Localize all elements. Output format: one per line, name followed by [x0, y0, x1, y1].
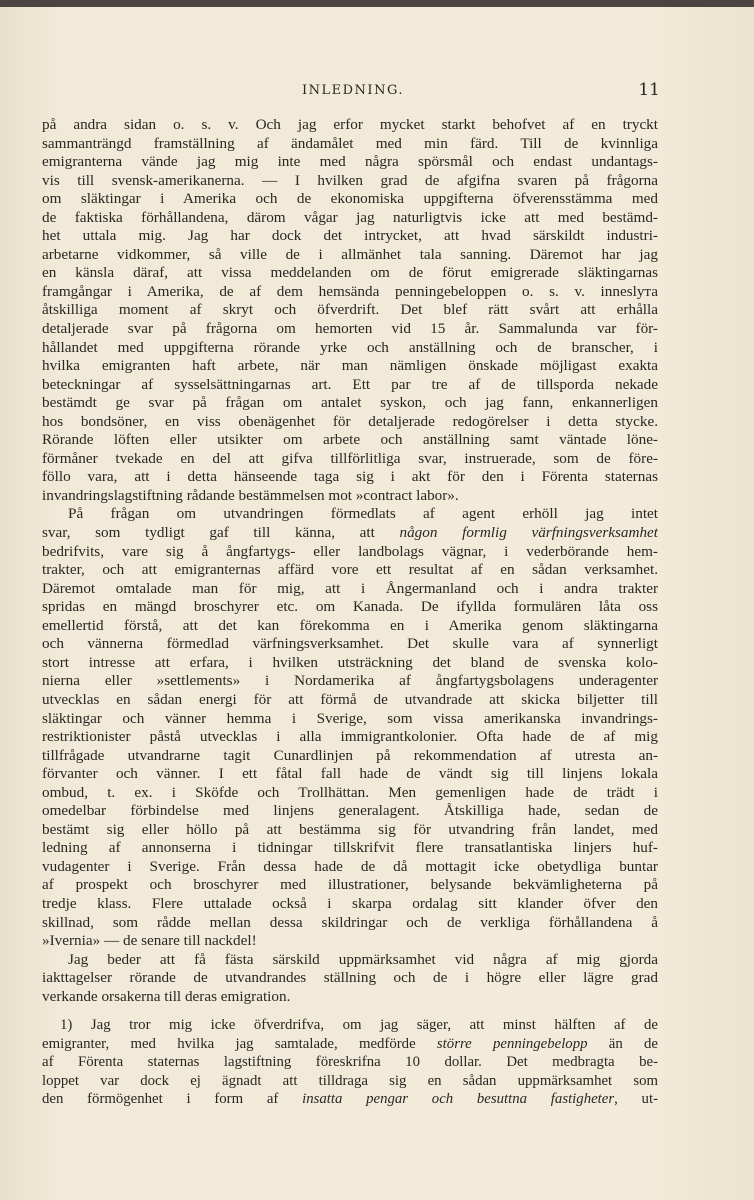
- text-line: åtskilliga moment af skryt och öfverdrift. Det blef rätt svårt att erhålla: [42, 301, 658, 319]
- text-line: ledning af annonserna i tidningar tillskrifvit flere transatlantiska linjers huf-: [42, 839, 658, 857]
- text-line: släktingar och vänner hemma i Sverige, som vissa amerikanska invandrings-: [42, 709, 658, 727]
- running-head: INLEDNING.: [302, 83, 404, 98]
- text-line: beteckningar af sysselsättningarnas art. Ett par tre af de tillsporda nekade: [42, 375, 658, 393]
- text-line: emellertid förstå, att det kan förekomma en i Amerika genom släktingarna: [42, 616, 658, 634]
- text-line: Jag beder att få fästa särskild uppmärksamhet vid några af mig gjorda: [68, 950, 658, 968]
- text-line: hållandet med uppgifterna rörande yrke och anställning och de branscher, i: [42, 338, 658, 356]
- footnote-line-italic: emigranter, med hvilka jag samtalade, medförde större penningebelopp än de: [42, 1035, 658, 1052]
- text-line: skillnad, som rådde mellan dessa skildringar och de verkliga förhållandena å: [42, 913, 658, 931]
- text-line: vudagenter i Sverige. Från dessa hade de då mottagit icke obetydliga buntar: [42, 857, 658, 875]
- text-line: Däremot omtalade man för mig, att i Ångermanland och i andra trakter: [42, 579, 658, 597]
- text-line: omedelbar förbindelse med linjens generalagent. Åtskilliga hade, sedan de: [42, 802, 658, 820]
- italic-phrase: insatta pengar och besuttna fastigheter: [302, 1091, 615, 1108]
- page-number: 11: [638, 80, 660, 100]
- text-line: tredje klass. Flere uttalade också i skarpa ordalag sitt klander öfver den: [42, 894, 658, 912]
- text-line: bedrifvits, vare sig å ångfartygs- eller landbolags vägnar, i vederbörande hem-: [42, 542, 658, 560]
- italic-phrase: större penningebelopp: [436, 1035, 588, 1052]
- text-line: utvecklas en sådan energi för att förmå de utvandrade att skicka biljetter till: [42, 690, 658, 708]
- footnote-line: loppet var dock ej ägnadt att tilldraga sig en sådan uppmärksamhet som: [42, 1072, 658, 1089]
- text-line: och vännerna förmedlad värfningsverksamhet. Det skulle vara af synnerligt: [42, 635, 658, 653]
- text-line: restriktionister påstå utvecklas i alla immigrantkolonier. Ofta hade de af mig: [42, 728, 658, 746]
- text-line: sammanträngd framställning af ändamålet med min färd. Till de kvinnliga: [42, 134, 658, 152]
- text-line: förmåner tvekade en del att gifva tillförlitliga svar, instruerade, som de före-: [42, 449, 658, 467]
- text-line: het uttala mig. Jag har dock det intrycket, att hvad särskildt industri-: [42, 227, 658, 245]
- footnote-line: 1) Jag tror mig icke öfverdrifva, om jag säger, att minst hälften af de: [60, 1017, 658, 1034]
- text-line: emigranterna vände jag mig inte med några spörsmål och endast undantags-: [42, 153, 658, 171]
- footnote-separator: [42, 1006, 658, 1016]
- text-line: iakttagelser rörande de utvandrandes ställning och de i högre eller lägre grad: [42, 969, 658, 987]
- text-line: nierna eller »settlements» i Nordamerika af ångfartygsbolagens underagenter: [42, 672, 658, 690]
- text-line: förvanter och vänner. I ett fåtal fall hade de vändt sig till linjens lokala: [42, 765, 658, 783]
- text-line: stort intresse att erfara, i hvilken utsträckning det bland de svenska kolo-: [42, 653, 658, 671]
- text-line: bestämt sig eller höllo på att bestämma sig för utvandring från landet, med: [42, 820, 658, 838]
- body-text: [42, 116, 658, 1109]
- text-line: bestämdt ge svar på frågan om antalet syskon, och jag fann, enkannerligen: [42, 394, 658, 412]
- scan-edge: [0, 0, 754, 7]
- text-line: ombud, t. ex. i Sköfde och Trollhättan. Men gemenligen hade de trädt i: [42, 783, 658, 801]
- text-line: På frågan om utvandringen förmedlats af agent erhöll jag intet: [68, 505, 658, 523]
- text-line: vis till svensk-amerikanerna. — I hvilken grad de afgifna svaren på frågorna: [42, 171, 658, 189]
- text-line-italic: svar, som tydligt gaf till känna, att någon formlig värfningsverksamhet: [42, 524, 658, 542]
- text-line: spridas en mängd broschyrer etc. om Kanada. De ifyllda formulären låta oss: [42, 598, 658, 616]
- text-line: de faktiska förhållandena, därom vågar jag naturligtvis icke att med bestämd-: [42, 208, 658, 226]
- text-line: framgångar i Amerika, de af dem hemsända penningebeloppen o. s. v. inneslута: [42, 282, 658, 300]
- footnote-line-italic: den förmögenhet i form af insatta pengar och besuttna fastigheter, ut-: [42, 1091, 658, 1108]
- text-line: en känsla däraf, att vissa meddelanden om de förut emigrerade släktingarnas: [42, 264, 658, 282]
- text-line: hvilka emigranten haft arbete, när man nämligen önskade möjligast exakta: [42, 357, 658, 375]
- text-line: föllo vara, att i detta hänseende taga sig i akt för den i Förenta staternas: [42, 468, 658, 486]
- text-line: om släktingar i Amerika och de ekonomiska uppgifterna öfverensstämma med: [42, 190, 658, 208]
- text-line: hos bondsöner, en viss obenägenhet för detaljerade redogörelser i detta stycke.: [42, 412, 658, 430]
- text-line: invandringslagstiftning rådande bestämmelsen mot »contract labor».: [42, 486, 459, 504]
- text-line: trakter, och att emigranternas affärd vore ett resultat af en sådan verksamhet.: [42, 561, 658, 579]
- page-header: [40, 80, 660, 104]
- footnote: [42, 1016, 658, 1109]
- italic-phrase: någon formlig värfningsverksamhet: [399, 524, 658, 542]
- text-line: arbetarne vidkommer, så ville de i allmänhet tala sanning. Däremot har jag: [42, 245, 658, 263]
- text-line: på andra sidan o. s. v. Och jag erfor mycket starkt behofvet af en tryckt: [42, 116, 658, 133]
- footnote-line: af Förenta staternas lagstiftning föreskrifna 10 dollar. Det medbragta be-: [42, 1054, 658, 1071]
- text-line: tillfrågade utvandrarne tagit Cunardlinjen på rekommendation af utresta an-: [42, 746, 658, 764]
- text-line: Rörande löften eller utsikter om arbete och anställning samt väntade löne-: [42, 431, 658, 449]
- text-line: detaljerade svar på frågorna om hemorten vid 15 år. Sammalunda var för-: [42, 320, 658, 338]
- text-line: »Ivernia» — de senare till nackdel!: [42, 932, 257, 950]
- text-line: af prospekt och broschyrer med illustrationer, belysande bekvämligheterna på: [42, 876, 658, 894]
- text-line: verkande orsakerna till deras emigration.: [42, 987, 291, 1005]
